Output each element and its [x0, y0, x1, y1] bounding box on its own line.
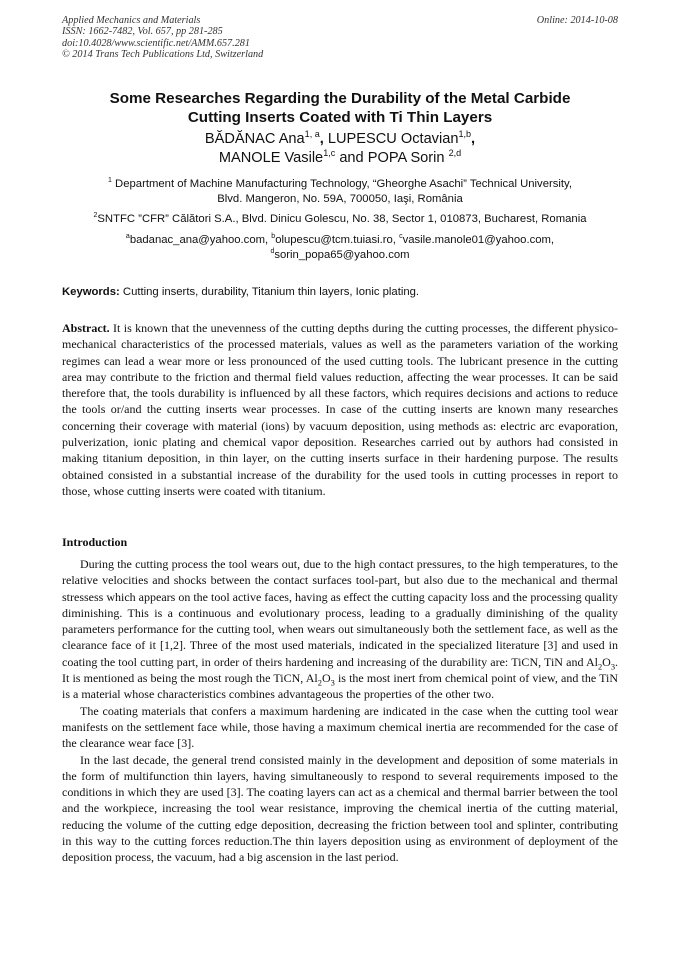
- sub-2-a: 2: [597, 662, 603, 672]
- intro-p1-part-b: O: [602, 654, 611, 669]
- author-2: LUPESCU Octavian: [327, 131, 459, 147]
- author-4: POPA Sorin: [367, 150, 449, 166]
- email-d[interactable]: sorin_popa65@yahoo.com: [274, 249, 410, 261]
- copyright-line: © 2014 Trans Tech Publications Ltd, Switzerland: [62, 49, 264, 61]
- affiliation-1-line-2: Blvd. Mangeron, No. 59A, 700050, Iaşi, România: [217, 193, 463, 205]
- author-and: and: [335, 150, 368, 166]
- author-sep-2: ,: [471, 131, 476, 147]
- doi-line[interactable]: doi:10.4028/www.scientific.net/AMM.657.281: [62, 37, 250, 49]
- author-list: [62, 130, 618, 168]
- keywords-section: [62, 285, 618, 300]
- intro-p1-part-a: During the cutting process the tool wears out, due to the high contact pressures, to the high temperatures, to the relative velocities and shocks between the contact surfaces tool-part, but also due to the mechanical and thermal stressess which appears on the tool active faces, having as effect the cutting capacity loss and the processing quality diminishing. This is a continuous and evolutionary process, leading to a gradually diminishing of the quality parameters performance for the cutting tool, when wears out simultaneously both the settlement face, as well as the clearance face of it [1,2]. Three of the most used materials, indicated in the specialized literature [3] and used in coating the tool cutting part, in order of theirs hardening and increasing of the durability are: TiCN, TiN and Al: [62, 557, 618, 669]
- introduction-body: [62, 556, 618, 866]
- abstract-text: It is known that the unevenness of the cutting depths during the cutting processes, the different physico-mechanical characteristics of the processed materials, values as well as the parameters variation of the working regimes can lead a wear more or less pronounced of the used cutting tools. The lubricant presence in the cutting area may contribute to the friction and thermal field values reduction, affecting the wear processes. It can be said therefore that, the tools durability is influenced by all these factors, which requires decisions and actions to reduce the tools or/and the cutting inserts wear processes. In case of the cutting inserts are known many researches concerning their coverage with material (ions) by vacuum deposition, using methods as: electric arc evaporation, pulverization, ionic plating and chemical vapor deposition. Researches carried out by authors had consisted in making titanium deposition, in thin layer, on the cutting inserts surface in their hardening purpose. The results obtained consisted in a substantial increase of the durability for the used tools in cutting processes in report to those, whose cutting inserts were coated with titanium.: [62, 321, 618, 498]
- keywords-label: Keywords:: [62, 286, 120, 298]
- journal-name: Applied Mechanics and Materials: [62, 15, 201, 26]
- author-2-sup: 1,b: [458, 129, 472, 140]
- email-line-1: [62, 233, 618, 248]
- author-sep-1: ,: [319, 131, 328, 147]
- sub-2-b: 2: [317, 678, 322, 688]
- online-date: Online: 2014-10-08: [536, 15, 618, 26]
- abstract-label: Abstract.: [62, 321, 110, 335]
- author-line-2: [62, 149, 618, 168]
- email-a-sup: a: [125, 233, 130, 241]
- author-4-sup: 2,d: [448, 148, 462, 159]
- title-line-1: Some Researches Regarding the Durability of the Metal Carbide: [109, 90, 571, 107]
- author-1: BĂDĂNAC Ana: [204, 131, 305, 147]
- affiliation-1-sup: 1: [108, 177, 112, 185]
- author-3: MANOLE Vasile: [218, 150, 324, 166]
- email-b-sup: b: [271, 233, 276, 241]
- affiliation-1-line-1: [62, 177, 618, 192]
- affiliation-1: [62, 177, 618, 207]
- paper-title: [62, 89, 618, 127]
- email-c[interactable]: vasile.manole01@yahoo.com,: [402, 234, 555, 246]
- affiliation-2-sup: 2: [93, 212, 98, 220]
- intro-paragraph-3: In the last decade, the general trend consisted mainly in the development and deposition of some materials in the form of multifunction thin layers, having simultaneously to respond to several requirements imposed to the conditions in which they are used [3]. The coating layers can act as a chemical and thermal barrier between the tool and the workpiece, increasing the tool wear resistance, improving the chemical inertia of the cutting material, reducing the volume of the cutting edge deposition, decreasing the friction between tool and splinter, contributing in this way to the cutting forces reduction.The thin layers deposition using as environment of deployment of the deposition process, the vacuum, had a big ascension in the last period.: [62, 752, 618, 865]
- intro-paragraph-2: The coating materials that confers a maximum hardening are indicated in the case when the cutting tool wear manifests on the settlement face while, those having a maximum chemical inertia are recommended for the case of the clearance wear face [3].: [62, 703, 618, 751]
- email-a[interactable]: badanac_ana@yahoo.com,: [129, 234, 272, 246]
- affiliation-2: [62, 212, 618, 227]
- sub-3-a: 3: [610, 662, 615, 672]
- email-c-sup: c: [399, 233, 403, 241]
- issn-line: ISSN: 1662-7482, Vol. 657, pp 281-285: [62, 26, 223, 38]
- email-list: [62, 233, 618, 263]
- affiliation-2-text: SNTFC ”CFR” Călători S.A., Blvd. Dinicu Golescu, No. 38, Sector 1, 010873, Bucharest, Romania: [97, 213, 587, 225]
- author-line-1: [62, 130, 618, 149]
- email-line-2: [62, 248, 618, 263]
- introduction-heading: Introduction: [62, 535, 128, 549]
- intro-p1-part-d: O: [321, 671, 331, 686]
- abstract-section: [62, 320, 618, 499]
- intro-p1-part-c: . It is mentioned as being the most rough the TiCN, Al: [62, 654, 618, 686]
- author-3-sup: 1,c: [323, 148, 336, 159]
- keywords-text: Cutting inserts, durability, Titanium thin layers, Ionic plating.: [119, 286, 420, 298]
- intro-paragraph-1: [62, 556, 618, 703]
- sub-3-b: 3: [330, 678, 335, 688]
- author-1-sup: 1, a: [304, 129, 320, 140]
- email-b[interactable]: olupescu@tcm.tuiasi.ro,: [275, 234, 400, 246]
- affiliation-1-text: Department of Machine Manufacturing Technology, “Gheorghe Asachi” Technical University,: [111, 178, 572, 190]
- intro-p1-part-e: is the most inert from chemical point of view, and the TiN is a material whose characteristics combines advantageous the properties of the other two.: [62, 671, 618, 702]
- title-line-2: Cutting Inserts Coated with Ti Thin Layers: [187, 109, 493, 126]
- email-d-sup: d: [270, 248, 275, 256]
- journal-header: [62, 15, 618, 61]
